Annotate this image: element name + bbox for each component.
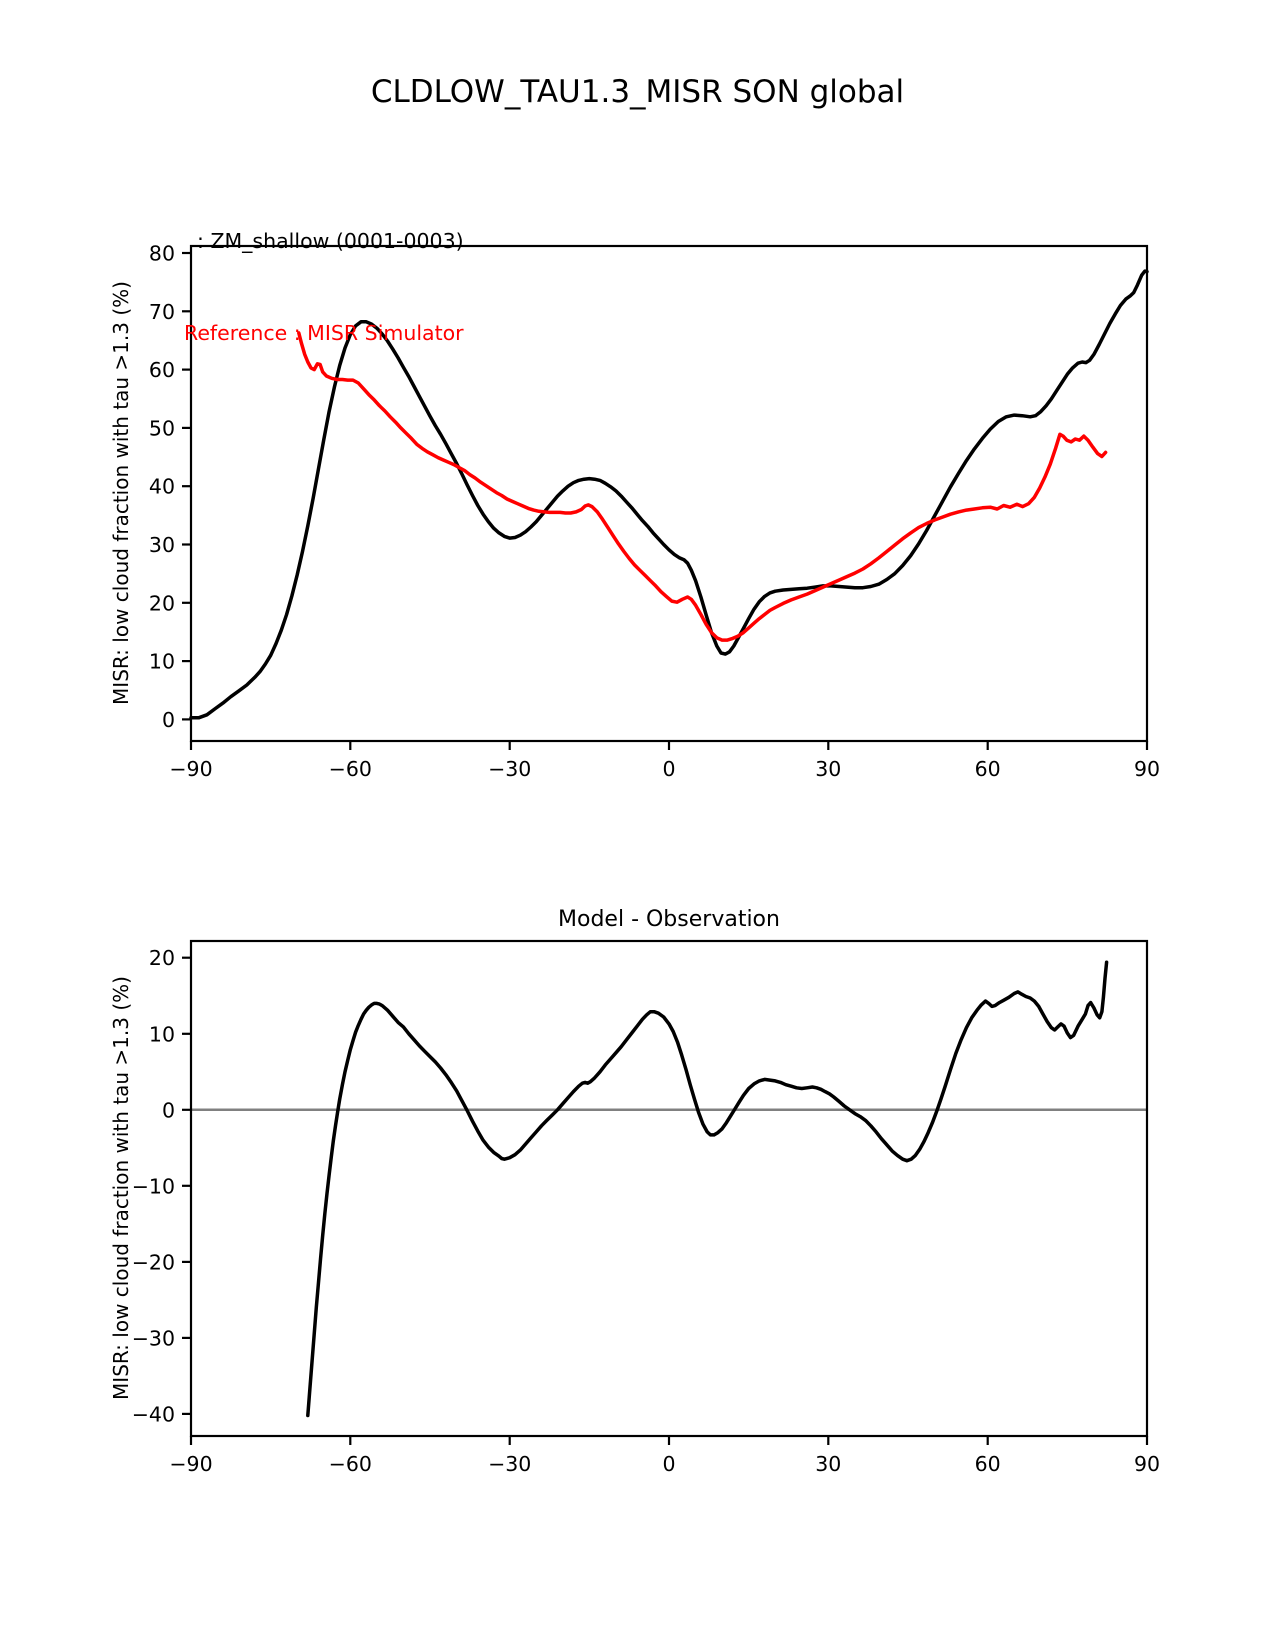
legend-model-label: : ZM_shallow (0001-0003) bbox=[184, 229, 464, 253]
y-tick-label: 50 bbox=[148, 416, 175, 441]
y-tick-label: −30 bbox=[131, 1326, 175, 1351]
bottom-plot-title: Model - Observation bbox=[558, 907, 780, 932]
y-tick-label: −10 bbox=[131, 1174, 175, 1199]
x-tick-label: 60 bbox=[974, 1452, 1001, 1476]
difference-curve bbox=[308, 962, 1107, 1415]
x-tick-label: −90 bbox=[169, 757, 213, 781]
legend-reference-label: Reference : MISR Simulator bbox=[184, 320, 464, 345]
x-tick-label: 30 bbox=[815, 757, 842, 781]
x-tick-label: 90 bbox=[1133, 1452, 1161, 1476]
top-y-axis-label: MISR: low cloud fraction with tau >1.3 (%) bbox=[109, 281, 133, 705]
y-tick-label: 60 bbox=[148, 358, 175, 383]
main-title: CLDLOW_TAU1.3_MISR SON global bbox=[370, 74, 905, 110]
y-tick-label: 30 bbox=[148, 533, 175, 557]
y-tick-label: 0 bbox=[161, 707, 175, 732]
bottom-y-axis-label: MISR: low cloud fraction with tau >1.3 (%) bbox=[109, 976, 133, 1400]
legend bbox=[184, 165, 464, 409]
x-tick-label: −30 bbox=[488, 757, 532, 781]
x-tick-label: 90 bbox=[1133, 757, 1161, 781]
x-tick-label: −90 bbox=[169, 1452, 213, 1476]
y-tick-label: 40 bbox=[148, 474, 175, 499]
y-tick-label: −40 bbox=[131, 1402, 175, 1427]
x-tick-label: 30 bbox=[815, 1452, 842, 1476]
y-tick-label: 10 bbox=[148, 649, 175, 674]
x-tick-label: −30 bbox=[488, 1452, 532, 1476]
y-tick-label: 10 bbox=[148, 1022, 175, 1047]
x-tick-label: −60 bbox=[328, 1452, 372, 1476]
x-tick-label: −60 bbox=[328, 757, 372, 781]
bottom-plot bbox=[132, 941, 1160, 1476]
y-tick-label: 70 bbox=[148, 299, 175, 324]
x-tick-label: 0 bbox=[662, 1452, 676, 1476]
y-tick-label: 20 bbox=[148, 591, 175, 616]
y-tick-label: 80 bbox=[148, 241, 175, 266]
y-tick-label: 0 bbox=[161, 1098, 175, 1123]
axes-frame bbox=[191, 941, 1147, 1436]
x-tick-label: 60 bbox=[974, 757, 1001, 781]
y-tick-label: 20 bbox=[148, 946, 175, 971]
x-tick-label: 0 bbox=[662, 757, 676, 781]
y-tick-label: −20 bbox=[131, 1250, 175, 1275]
